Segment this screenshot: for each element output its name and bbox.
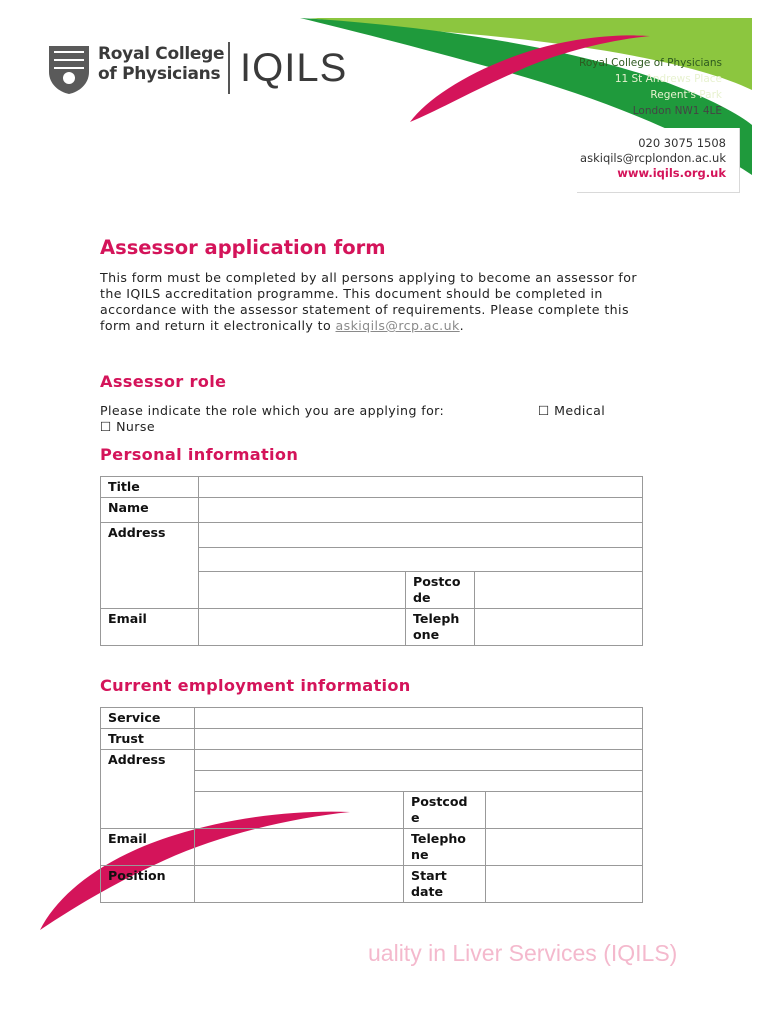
logo-line-1: Royal College xyxy=(98,44,225,64)
label-trust: Trust xyxy=(101,729,195,750)
role-prompt: Please indicate the role which you are applying for: xyxy=(100,403,445,418)
section-heading-employment: Current employment information xyxy=(100,676,411,695)
input-title[interactable] xyxy=(199,477,643,498)
employment-info-table xyxy=(100,707,643,903)
input-work-telephone[interactable] xyxy=(486,829,643,866)
address-line-2: 11 St Andrews Place xyxy=(614,73,722,85)
intro-paragraph xyxy=(100,270,660,334)
address-label-spacer xyxy=(101,572,199,609)
address-label-spacer xyxy=(101,548,199,572)
input-address-line-1[interactable] xyxy=(199,523,643,548)
label-email: Email xyxy=(101,609,199,646)
rcp-crest-icon xyxy=(46,42,92,96)
role-option-medical[interactable]: ☐ Medical xyxy=(538,403,606,418)
label-telephone: Teleph one xyxy=(406,609,475,646)
section-heading-assessor-role: Assessor role xyxy=(100,372,227,391)
input-position[interactable] xyxy=(195,866,404,903)
address-line-3: Regent's Park xyxy=(650,89,722,101)
input-start-date[interactable] xyxy=(486,866,643,903)
input-service[interactable] xyxy=(195,708,643,729)
input-work-email[interactable] xyxy=(195,829,404,866)
label-position: Position xyxy=(101,866,195,903)
label-work-address: Address xyxy=(101,750,195,771)
label-service: Service xyxy=(101,708,195,729)
page-title: Assessor application form xyxy=(100,236,386,259)
input-work-postcode[interactable] xyxy=(486,792,643,829)
input-email[interactable] xyxy=(199,609,406,646)
label-address: Address xyxy=(101,523,199,548)
input-work-address-line-3[interactable] xyxy=(195,792,404,829)
label-postcode: Postco de xyxy=(406,572,475,609)
input-trust[interactable] xyxy=(195,729,643,750)
label-name: Name xyxy=(101,498,199,523)
address-line-4: London NW1 4LE xyxy=(632,105,722,117)
role-option-nurse[interactable]: ☐ Nurse xyxy=(100,419,155,434)
input-postcode[interactable] xyxy=(475,572,643,609)
work-address-label-spacer xyxy=(101,771,195,792)
contact-email: askiqils@rcplondon.ac.uk xyxy=(580,151,726,165)
contact-phone: 020 3075 1508 xyxy=(638,136,726,150)
intro-email-link[interactable]: askiqils@rcp.ac.uk xyxy=(335,318,460,333)
logo-divider xyxy=(228,42,230,94)
input-address-line-2[interactable] xyxy=(199,548,643,572)
logo-wordmark xyxy=(98,44,224,84)
label-work-email: Email xyxy=(101,829,195,866)
contact-website[interactable]: www.iqils.org.uk xyxy=(617,166,726,180)
input-work-address-line-2[interactable] xyxy=(195,771,643,792)
intro-text: This form must be completed by all persons applying to become an assessor for the IQILS accreditation programme. This document should be completed in accordance with the assessor statement of requirements. Please complete this form and return it electronically to xyxy=(100,270,637,333)
address-line-1: Royal College of Physicians xyxy=(579,57,722,69)
label-work-postcode: Postcod e xyxy=(404,792,486,829)
work-address-label-spacer xyxy=(101,792,195,829)
personal-info-table xyxy=(100,476,643,646)
section-heading-personal: Personal information xyxy=(100,445,299,464)
label-start-date: Start date xyxy=(404,866,486,903)
input-telephone[interactable] xyxy=(475,609,643,646)
iqils-brand: IQILS xyxy=(240,46,348,90)
logo-line-2: of Physicians xyxy=(98,64,221,84)
input-name[interactable] xyxy=(199,498,643,523)
input-address-line-3[interactable] xyxy=(199,572,406,609)
intro-end: . xyxy=(459,318,465,333)
label-title: Title xyxy=(101,477,199,498)
input-work-address-line-1[interactable] xyxy=(195,750,643,771)
footer-tagline: uality in Liver Services (IQILS) xyxy=(368,940,678,966)
label-work-telephone: Telepho ne xyxy=(404,829,486,866)
